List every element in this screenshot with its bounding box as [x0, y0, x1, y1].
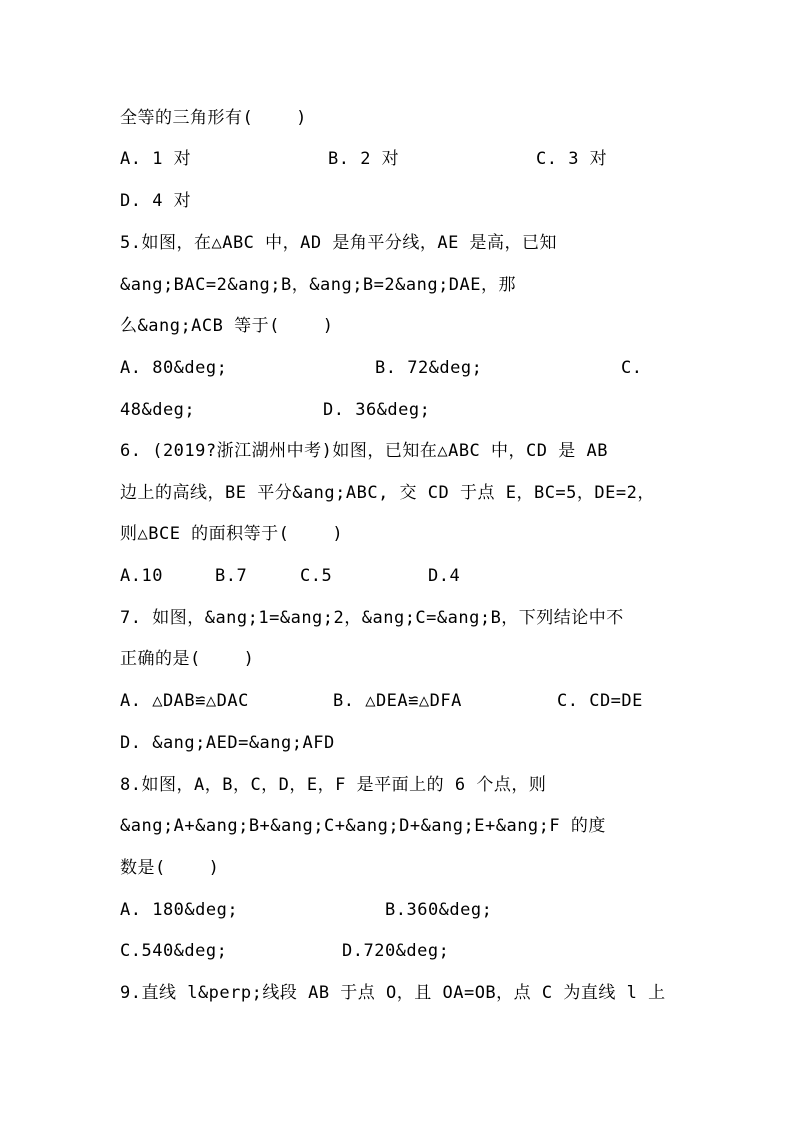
q8-stem-line1: 8.如图，A，B，C，D，E，F 是平面上的 6 个点，则 — [120, 775, 547, 795]
q5-option-d: D. 36&deg; — [323, 400, 431, 420]
q5-stem-line3: 么&ang;ACB 等于( ) — [120, 316, 334, 336]
q8-option-a: A. 180&deg; — [120, 900, 239, 920]
q4-option-b: B. 2 对 — [328, 149, 400, 169]
q7-option-d: D. &ang;AED=&ang;AFD — [120, 733, 335, 753]
q7-stem-line2: 正确的是( ) — [120, 649, 255, 669]
q7-option-a: A. △DAB≌△DAC — [120, 691, 249, 711]
q4-option-d: D. 4 对 — [120, 191, 192, 211]
q8-option-d: D.720&deg; — [342, 941, 450, 961]
q6-stem-line2: 边上的高线，BE 平分&ang;ABC, 交 CD 于点 E，BC=5，DE=2， — [120, 483, 655, 503]
q8-option-b: B.360&deg; — [385, 900, 493, 920]
q8-stem-line3: 数是( ) — [120, 858, 220, 878]
q6-option-b: B.7 — [215, 566, 248, 586]
q6-option-d: D.4 — [428, 566, 461, 586]
q5-stem-line2: &ang;BAC=2&ang;B，&ang;B=2&ang;DAE，那 — [120, 275, 517, 295]
q5-option-c: C. — [621, 358, 643, 378]
q5-option-a: A. 80&deg; — [120, 358, 228, 378]
q8-option-c: C.540&deg; — [120, 941, 228, 961]
q5-option-b: B. 72&deg; — [375, 358, 483, 378]
q5-option-c-value: 48&deg; — [120, 400, 196, 420]
q7-option-b: B. △DEA≌△DFA — [333, 691, 462, 711]
q6-stem-line3: 则△BCE 的面积等于( ) — [120, 524, 344, 544]
q5-stem-line1: 5.如图，在△ABC 中，AD 是角平分线，AE 是高，已知 — [120, 233, 558, 253]
q7-stem-line1: 7. 如图，&ang;1=&ang;2，&ang;C=&ang;B，下列结论中不 — [120, 608, 624, 628]
q6-option-a: A.10 — [120, 566, 163, 586]
q7-option-c: C. CD=DE — [557, 691, 643, 711]
q4-option-c: C. 3 对 — [536, 149, 608, 169]
q6-stem-line1: 6. (2019?浙江湖州中考)如图，已知在△ABC 中，CD 是 AB — [120, 441, 608, 461]
q4-option-a: A. 1 对 — [120, 149, 192, 169]
q6-option-c: C.5 — [300, 566, 333, 586]
q9-stem-line1: 9.直线 l&perp;线段 AB 于点 O，且 OA=OB，点 C 为直线 l 上 — [120, 983, 666, 1003]
q4-stem-tail: 全等的三角形有( ) — [120, 108, 307, 128]
q8-stem-line2: &ang;A+&ang;B+&ang;C+&ang;D+&ang;E+&ang;F 的度 — [120, 816, 606, 836]
